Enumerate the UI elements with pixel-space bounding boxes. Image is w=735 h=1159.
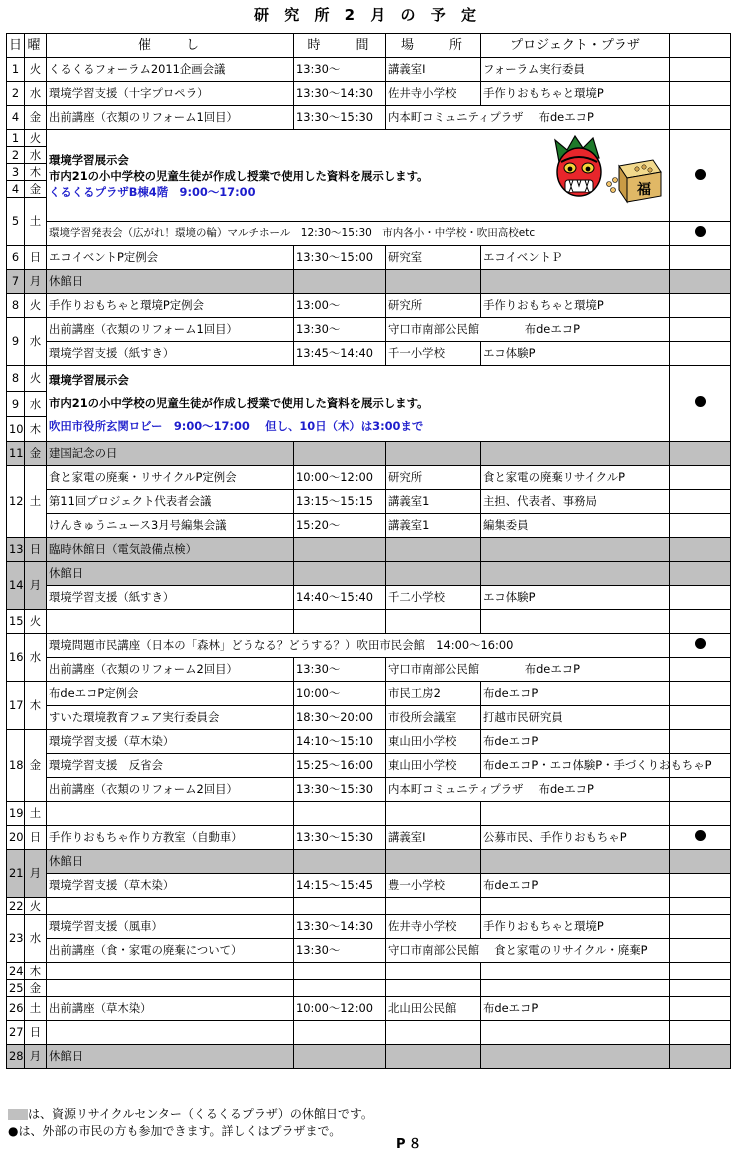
place-cell: 研究室	[386, 246, 481, 270]
time-cell: 14:15～15:45	[294, 874, 386, 898]
open-cell	[670, 318, 731, 342]
open-cell	[670, 366, 731, 442]
open-to-public-dot	[695, 638, 706, 649]
table-row	[7, 802, 731, 826]
exhibition-2-heading: 環境学習展示会	[49, 373, 129, 387]
exhibition-1-cell	[47, 130, 670, 222]
table-row	[7, 466, 731, 490]
day-cell: 23	[7, 915, 25, 963]
table-row	[7, 106, 731, 130]
closed-row	[7, 442, 731, 466]
dow-cell: 日	[25, 1021, 47, 1045]
table-row	[7, 826, 731, 850]
day-cell: 1	[7, 58, 25, 82]
exhibition-2-desc: 市内21の小中学校の児童生徒が作成し授業で使用した資料を展示します。	[49, 396, 429, 410]
legend-dot	[8, 1123, 373, 1140]
table-row	[7, 514, 731, 538]
open-cell	[670, 342, 731, 366]
table-row	[7, 342, 731, 366]
day-cell: 11	[7, 442, 25, 466]
event-cell: 出前講座（衣類のリフォーム2回目）	[47, 778, 294, 802]
day-cell: 8	[7, 294, 25, 318]
time-cell: 13:30～14:30	[294, 915, 386, 939]
day-cell: 2	[7, 147, 25, 164]
event-cell: 環境学習支援（紙すき）	[47, 586, 294, 610]
dow-cell: 水	[25, 392, 47, 417]
event-cell: 出前講座（衣類のリフォーム1回目）	[47, 106, 294, 130]
time-cell: 13:30～15:00	[294, 246, 386, 270]
closed-row	[7, 1045, 731, 1069]
table-row	[7, 980, 731, 997]
day-cell: 27	[7, 1021, 25, 1045]
day-cell: 16	[7, 634, 25, 682]
place-cell: 市役所会議室	[386, 706, 481, 730]
place-cell: 千一小学校	[386, 342, 481, 366]
open-cell	[670, 730, 731, 754]
place-cell: 研究所	[386, 294, 481, 318]
dow-cell: 火	[25, 366, 47, 392]
project-cell: 布deエコP・エコ体験P・手づくりおもちゃP	[481, 754, 670, 778]
open-cell	[670, 706, 731, 730]
day-cell: 10	[7, 417, 25, 442]
event-cell: 環境学習支援 反省会	[47, 754, 294, 778]
event-cell: 環境学習支援（十字プロペラ）	[47, 82, 294, 106]
day-cell: 28	[7, 1045, 25, 1069]
event-cell: 出前講座（食・家電の廃棄について）	[47, 939, 294, 963]
open-cell	[670, 682, 731, 706]
event-cell: 出前講座（草木染）	[47, 997, 294, 1021]
exhibition-1-desc: 市内21の小中学校の児童生徒が作成し授業で使用した資料を展示します。	[49, 168, 429, 183]
dow-cell: 月	[25, 270, 47, 294]
closed-row	[7, 562, 731, 586]
event-cell: 出前講座（衣類のリフォーム2回目）	[47, 658, 294, 682]
open-cell	[670, 490, 731, 514]
table-row	[7, 754, 731, 778]
day-cell: 3	[7, 164, 25, 181]
dow-cell: 日	[25, 826, 47, 850]
open-cell	[670, 130, 731, 222]
ogre-mask-and-bean-box-icon	[553, 132, 663, 204]
open-cell	[670, 634, 731, 658]
event-cell: 休館日	[47, 562, 294, 586]
time-cell: 13:30～14:30	[294, 82, 386, 106]
day-cell: 13	[7, 538, 25, 562]
dow-cell: 水	[25, 82, 47, 106]
day-cell: 21	[7, 850, 25, 898]
place-cell: 東山田小学校	[386, 730, 481, 754]
open-cell	[670, 58, 731, 82]
open-cell	[670, 997, 731, 1021]
open-cell	[670, 915, 731, 939]
exhibit-day-row	[7, 130, 731, 147]
project-cell: 布deエコP	[481, 874, 670, 898]
exhibition-2-venue: 吹田市役所玄関ロビー 9:00～17:00 但し、10日（木）は3:00まで	[49, 419, 424, 433]
dot-symbol: ●	[8, 1124, 19, 1138]
table-row	[7, 898, 731, 915]
time-cell: 13:30～15:30	[294, 826, 386, 850]
day-cell: 1	[7, 130, 25, 147]
place-cell: 市民工房2	[386, 682, 481, 706]
dow-cell: 木	[25, 963, 47, 980]
legend-closed-text: は、資源リサイクルセンター（くるくるプラザ）の休館日です。	[28, 1107, 373, 1121]
table-row	[7, 610, 731, 634]
time-cell: 13:30～15:30	[294, 106, 386, 130]
table-row	[7, 58, 731, 82]
lecture-cell: 環境問題市民講座（日本の「森林」どうなる？どうする？）吹田市民会館 14:00～16:00	[47, 634, 670, 658]
dow-cell: 月	[25, 850, 47, 898]
open-cell	[670, 294, 731, 318]
open-to-public-dot	[695, 169, 706, 180]
day-cell: 25	[7, 980, 25, 997]
open-cell	[670, 939, 731, 963]
table-row	[7, 682, 731, 706]
place-cell: 研究所	[386, 466, 481, 490]
dow-cell: 月	[25, 562, 47, 610]
project-cell: エコ体験P	[481, 342, 670, 366]
time-cell: 13:00～	[294, 294, 386, 318]
col-day: 日	[7, 34, 25, 58]
open-to-public-dot	[695, 226, 706, 237]
event-cell: 環境学習支援（草木染）	[47, 874, 294, 898]
schedule-table	[6, 33, 731, 1069]
table-row	[7, 939, 731, 963]
day-cell: 9	[7, 392, 25, 417]
table-row	[7, 82, 731, 106]
project-cell: 手作りおもちゃと環境P	[481, 294, 670, 318]
table-row	[7, 730, 731, 754]
time-cell: 13:30～	[294, 318, 386, 342]
place-cell: 佐井寺小学校	[386, 82, 481, 106]
event-cell: エコイベントP定例会	[47, 246, 294, 270]
project-cell: 公募市民、手作りおもちゃP	[481, 826, 670, 850]
table-row	[7, 634, 731, 658]
col-project: プロジェクト・プラザ	[481, 34, 670, 58]
dow-cell: 金	[25, 181, 47, 198]
event-cell: 出前講座（衣類のリフォーム1回目）	[47, 318, 294, 342]
table-row	[7, 246, 731, 270]
table-row	[7, 318, 731, 342]
dow-cell: 水	[25, 634, 47, 682]
dow-cell: 火	[25, 58, 47, 82]
time-cell: 15:25～16:00	[294, 754, 386, 778]
time-cell: 13:30～15:30	[294, 778, 386, 802]
day-cell: 4	[7, 106, 25, 130]
legend-dot-text: は、外部の市民の方も参加できます。詳しくはプラザまで。	[18, 1124, 342, 1138]
dow-cell: 金	[25, 106, 47, 130]
dow-cell: 金	[25, 730, 47, 802]
bean-box-label: 福	[637, 182, 651, 198]
table-row	[7, 915, 731, 939]
place-cell: 講義室1	[386, 490, 481, 514]
time-cell: 18:30～20:00	[294, 706, 386, 730]
time-cell: 13:30～	[294, 58, 386, 82]
dow-cell: 土	[25, 802, 47, 826]
day-cell: 8	[7, 366, 25, 392]
open-cell	[670, 466, 731, 490]
exhibition-1-venue: くるくるプラザB棟4階 9:00～17:00	[49, 184, 256, 199]
closed-row	[7, 270, 731, 294]
project-cell: エコイベントＰ	[481, 246, 670, 270]
event-cell: 環境学習支援（紙すき）	[47, 342, 294, 366]
place-cell: 豊一小学校	[386, 874, 481, 898]
day-cell: 5	[7, 198, 25, 246]
open-cell	[670, 778, 731, 802]
project-cell: エコ体験P	[481, 586, 670, 610]
dow-cell: 土	[25, 997, 47, 1021]
dow-cell: 金	[25, 980, 47, 997]
table-row	[7, 1021, 731, 1045]
day-cell: 12	[7, 466, 25, 538]
dow-cell: 火	[25, 294, 47, 318]
event-cell: くるくるフォーラム2011企画会議	[47, 58, 294, 82]
table-row	[7, 706, 731, 730]
place-cell: 佐井寺小学校	[386, 915, 481, 939]
dow-cell: 水	[25, 318, 47, 366]
closed-row	[7, 850, 731, 874]
table-row	[7, 222, 731, 246]
place-cell: 講義室Ⅰ	[386, 826, 481, 850]
dow-cell: 日	[25, 246, 47, 270]
page-title: 研 究 所 2 月 の 予 定	[254, 6, 481, 24]
exhibition-2-cell	[47, 366, 670, 442]
day-cell: 19	[7, 802, 25, 826]
col-dow: 曜	[25, 34, 47, 58]
event-cell: 食と家電の廃棄・リサイクルP定例会	[47, 466, 294, 490]
open-cell	[670, 222, 731, 246]
open-cell	[670, 826, 731, 850]
dow-cell: 水	[25, 915, 47, 963]
event-cell: 休館日	[47, 850, 294, 874]
legend-closed	[8, 1106, 373, 1123]
place-project-cell: 内本町コミュニティプラザ 布deエコP	[386, 106, 670, 130]
dow-cell: 土	[25, 198, 47, 246]
project-cell: 布deエコP	[481, 730, 670, 754]
open-to-public-dot	[695, 396, 706, 407]
place-project-cell: 守口市南部公民館 布deエコP	[386, 658, 670, 682]
event-cell: 建国記念の日	[47, 442, 294, 466]
table-row	[7, 778, 731, 802]
dow-cell: 水	[25, 147, 47, 164]
time-cell: 10:00～12:00	[294, 997, 386, 1021]
open-cell	[670, 874, 731, 898]
event-cell: すいた環境教育フェア実行委員会	[47, 706, 294, 730]
time-cell: 14:40～15:40	[294, 586, 386, 610]
place-project-cell: 内本町コミュニティプラザ 布deエコP	[386, 778, 670, 802]
time-cell: 10:00～	[294, 682, 386, 706]
dow-cell: 木	[25, 164, 47, 181]
table-row	[7, 294, 731, 318]
open-cell	[670, 82, 731, 106]
time-cell: 15:20～	[294, 514, 386, 538]
place-cell: 北山田公民館	[386, 997, 481, 1021]
table-row	[7, 586, 731, 610]
table-row	[7, 490, 731, 514]
header-row	[7, 34, 731, 58]
open-cell	[670, 106, 731, 130]
day-cell: 26	[7, 997, 25, 1021]
day-cell: 7	[7, 270, 25, 294]
exhibit-day-row	[7, 366, 731, 392]
event-cell: 休館日	[47, 1045, 294, 1069]
day-cell: 17	[7, 682, 25, 730]
day-cell: 6	[7, 246, 25, 270]
time-cell: 13:45～14:40	[294, 342, 386, 366]
time-cell: 14:10～15:10	[294, 730, 386, 754]
time-cell: 13:30～	[294, 939, 386, 963]
closed-swatch	[8, 1109, 28, 1120]
exhibition-1-heading: 環境学習展示会	[49, 152, 129, 167]
project-cell: 手作りおもちゃと環境P	[481, 82, 670, 106]
day-cell: 18	[7, 730, 25, 802]
dow-cell: 火	[25, 898, 47, 915]
legend	[8, 1106, 373, 1140]
dow-cell: 土	[25, 466, 47, 538]
col-event: 催 し	[47, 34, 294, 58]
col-open	[670, 34, 731, 58]
event-cell: 手作りおもちゃ作り方教室（自動車）	[47, 826, 294, 850]
time-cell: 13:15～15:15	[294, 490, 386, 514]
day-cell: 20	[7, 826, 25, 850]
event-cell: 環境学習支援（風車）	[47, 915, 294, 939]
presentation-cell: 環境学習発表会（広がれ！環境の輪）マルチホール 12:30～15:30 市内各小・中学校・吹田高校etc	[47, 222, 670, 246]
event-cell: 環境学習支援（草木染）	[47, 730, 294, 754]
project-cell: 食と家電の廃棄リサイクルP	[481, 466, 670, 490]
table-row	[7, 997, 731, 1021]
open-to-public-dot	[695, 830, 706, 841]
project-cell: 打越市民研究員	[481, 706, 670, 730]
day-cell: 22	[7, 898, 25, 915]
project-cell: 布deエコP	[481, 997, 670, 1021]
dow-cell: 日	[25, 538, 47, 562]
place-project-cell: 守口市南部公民館 布deエコP	[386, 318, 670, 342]
open-cell	[670, 658, 731, 682]
day-cell: 2	[7, 82, 25, 106]
time-cell: 10:00～12:00	[294, 466, 386, 490]
table-row	[7, 874, 731, 898]
dow-cell: 木	[25, 417, 47, 442]
event-cell: 臨時休館日（電気設備点検）	[47, 538, 294, 562]
col-place: 場 所	[386, 34, 481, 58]
dow-cell: 火	[25, 610, 47, 634]
dow-cell: 金	[25, 442, 47, 466]
time-cell: 13:30～	[294, 658, 386, 682]
open-cell	[670, 246, 731, 270]
place-cell: 千二小学校	[386, 586, 481, 610]
event-cell: 休館日	[47, 270, 294, 294]
closed-row	[7, 538, 731, 562]
place-project-cell: 守口市南部公民館 食と家電のリサイクル・廃棄P	[386, 939, 670, 963]
table-row	[7, 658, 731, 682]
place-cell: 東山田小学校	[386, 754, 481, 778]
event-cell: 手作りおもちゃと環境P定例会	[47, 294, 294, 318]
project-cell: フォーラム実行委員	[481, 58, 670, 82]
dow-cell: 月	[25, 1045, 47, 1069]
day-cell: 9	[7, 318, 25, 366]
open-cell	[670, 514, 731, 538]
open-cell	[670, 586, 731, 610]
project-cell: 主担、代表者、事務局	[481, 490, 670, 514]
dow-cell: 木	[25, 682, 47, 730]
day-cell: 4	[7, 181, 25, 198]
col-time: 時 間	[294, 34, 386, 58]
page-number: P８	[396, 1137, 425, 1152]
table-row	[7, 963, 731, 980]
project-cell: 布deエコP	[481, 682, 670, 706]
day-cell: 14	[7, 562, 25, 610]
event-cell: 第11回プロジェクト代表者会議	[47, 490, 294, 514]
dow-cell: 火	[25, 130, 47, 147]
day-cell: 15	[7, 610, 25, 634]
place-cell: 講義室Ⅰ	[386, 58, 481, 82]
project-cell: 手作りおもちゃと環境P	[481, 915, 670, 939]
place-cell: 講義室1	[386, 514, 481, 538]
project-cell: 編集委員	[481, 514, 670, 538]
event-cell: 布deエコP定例会	[47, 682, 294, 706]
day-cell: 24	[7, 963, 25, 980]
event-cell: けんきゅうニュース3月号編集会議	[47, 514, 294, 538]
